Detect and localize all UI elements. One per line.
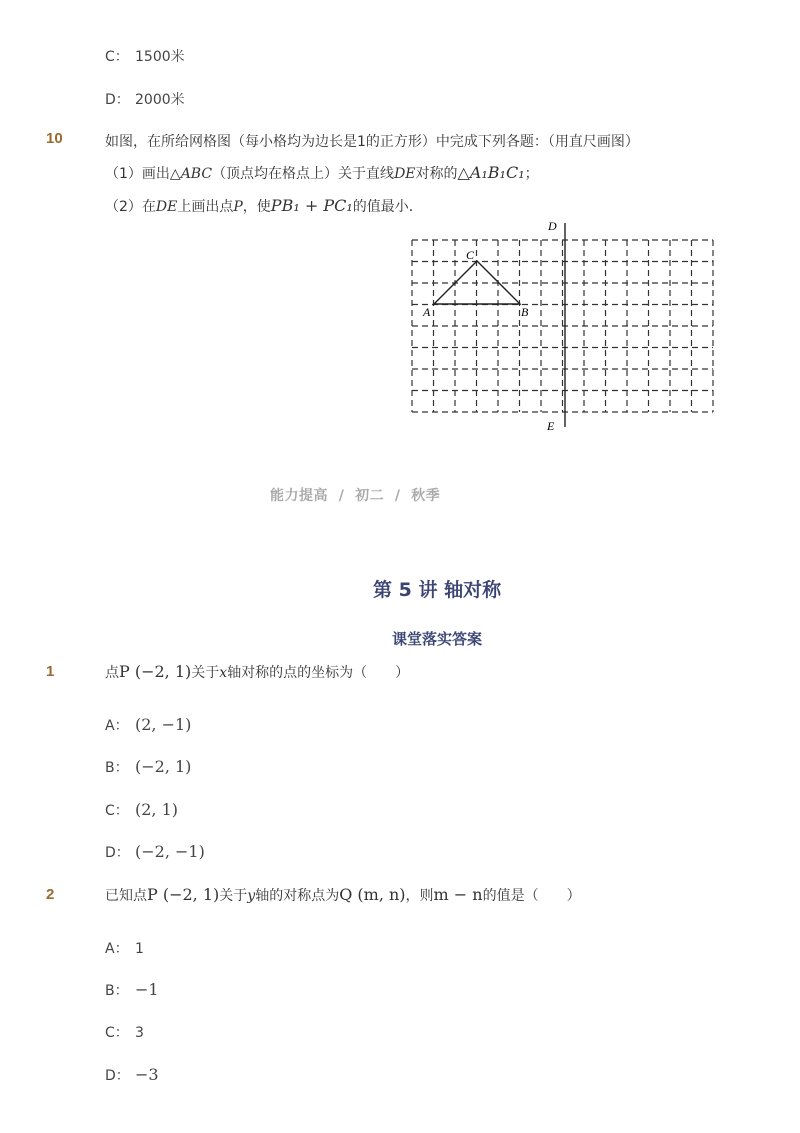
option-value: 2000米 (135, 92, 185, 108)
label-a: A (423, 305, 431, 319)
option-c[interactable] (105, 46, 185, 66)
option-value: −1 (135, 980, 159, 999)
question-number: 10 (46, 130, 63, 147)
option-label: D： (105, 92, 130, 108)
option-value: 3 (135, 1025, 144, 1041)
option-label: A： (105, 718, 129, 734)
question-subpart-1: （1）画出△ABC（顶点均在格点上）关于直线DE对称的△A₁B₁C₁； (105, 163, 539, 182)
question-text: 点P (−2, 1)关于x轴对称的点的坐标为（ ） (105, 662, 410, 681)
option-label: A： (105, 941, 129, 957)
option-a[interactable] (105, 938, 144, 958)
question-text: 如图，在所给网格图（每小格均为边长是1的正方形）中完成下列各题：（用直尺画图） (105, 134, 639, 150)
option-b[interactable] (105, 980, 159, 1000)
option-value: 1500米 (135, 49, 185, 65)
option-d[interactable] (105, 842, 205, 862)
option-value: (−2, 1) (135, 757, 192, 776)
label-b: B (521, 305, 529, 319)
option-label: B： (105, 760, 129, 776)
lecture-title: 第 5 讲 轴对称 (373, 579, 502, 601)
option-label: D： (105, 1068, 130, 1084)
option-label: C： (105, 1025, 129, 1041)
option-value: (2, −1) (135, 715, 192, 734)
option-value: −3 (135, 1065, 159, 1084)
grid-figure (400, 215, 730, 440)
label-e: E (547, 419, 555, 433)
option-c[interactable] (105, 800, 178, 820)
option-a[interactable] (105, 715, 191, 735)
option-d[interactable] (105, 1065, 159, 1085)
label-c: C (466, 248, 475, 262)
label-d: D (548, 219, 557, 233)
option-c[interactable] (105, 1022, 144, 1042)
section-title: 课堂落实答案 (392, 630, 483, 648)
question-number: 1 (46, 663, 55, 680)
option-value: 1 (135, 941, 144, 957)
option-b[interactable] (105, 757, 191, 777)
option-d[interactable] (105, 89, 185, 109)
option-value: (−2, −1) (135, 842, 205, 861)
option-label: C： (105, 49, 129, 65)
question-text: 已知点P (−2, 1)关于y轴的对称点为Q (m, n)，则m − n的值是（ ） (105, 885, 581, 904)
grid-lines (412, 240, 713, 412)
question-subpart-2: （2）在DE上画出点P，使PB₁ + PC₁的值最小． (105, 196, 423, 215)
option-label: C： (105, 803, 129, 819)
option-label: B： (105, 983, 129, 999)
question-number: 2 (46, 886, 55, 903)
option-label: D： (105, 845, 130, 861)
option-value: (2, 1) (135, 800, 179, 819)
page-footer: 能力提高 / 初二 / 秋季 (270, 488, 441, 504)
